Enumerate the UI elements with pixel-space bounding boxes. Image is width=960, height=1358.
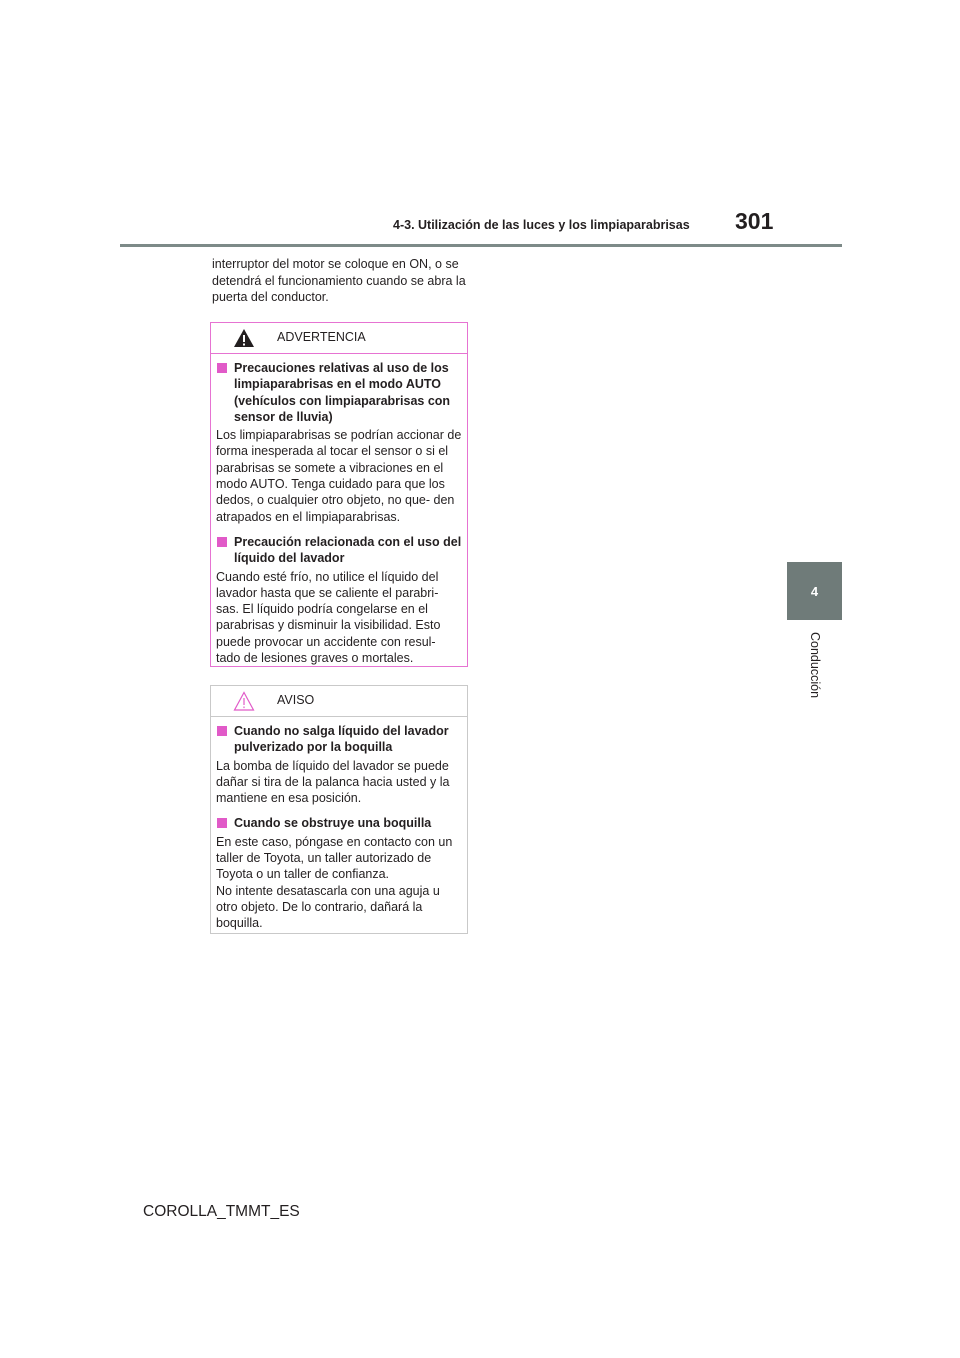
notice-box (210, 685, 468, 934)
notice-item-text: La bomba de líquido del lavador se puede dañar si tira de la palanca hacia usted y la mantiene en esa posición. (216, 758, 450, 806)
side-tab-label: Conducción (808, 632, 822, 699)
side-tab-number: 4 (810, 583, 819, 599)
warning-item-text: Cuando esté frío, no utilice el líquido del lavador hasta que se caliente el parabri- sas. El líquido podría congelarse en el parabrisas y disminuir la visibilidad. Esto puede provocar un accidente con resul- tado de lesiones graves o mortales. (216, 569, 441, 666)
notice-item-title (216, 723, 462, 756)
intro-paragraph: interruptor del motor se coloque en ON, o se detendrá el funcionamiento cuando se abra la puerta del conductor. (212, 257, 466, 304)
bullet-square-icon (217, 537, 227, 547)
warning-item-title-text: Precauciones relativas al uso de los limpiaparabrisas en el modo AUTO (vehículos con limpiaparabrisas con sensor de lluvia) (234, 361, 451, 424)
warning-box (210, 322, 468, 667)
side-tab (787, 562, 842, 620)
warning-item-text: Los limpiaparabrisas se podrían accionar de forma inesperada al tocar el sensor o si el parabrisas se somete a vibraciones en el modo AUTO. Tenga cuidado para que los dedos, o cualquier otro objeto, no que- den atrapados en el limpiaparabrisas. (216, 428, 462, 524)
warning-box-body (211, 354, 467, 666)
notice-item-text: En este caso, póngase en contacto con un taller de Toyota, un taller autorizado de Toyota o un taller de confianza. No intente desatascarla con una aguja u otro objeto. De lo contrario, dañará la boquilla. (216, 834, 453, 931)
caution-triangle-icon (233, 691, 255, 716)
warning-item-title (216, 360, 462, 425)
notice-item-title-text: Cuando se obstruye una boquilla (234, 816, 432, 831)
warning-item-title (216, 534, 462, 567)
warning-box-header (211, 323, 467, 354)
bullet-square-icon (217, 818, 227, 828)
footer-code: COROLLA_TMMT_ES (143, 1203, 300, 1220)
bullet-square-icon (217, 363, 227, 373)
warning-triangle-icon (233, 328, 255, 353)
notice-item-title (216, 815, 462, 831)
header-title: 4-3. Utilización de las luces y los limpiaparabrisas (393, 218, 690, 232)
bullet-square-icon (217, 726, 227, 736)
warning-box-label: ADVERTENCIA (277, 330, 366, 344)
header-rule (120, 244, 842, 247)
warning-item-title-text: Precaución relacionada con el uso del líquido del lavador (234, 534, 462, 566)
notice-box-label: AVISO (277, 693, 315, 707)
notice-box-header (211, 686, 467, 717)
page-number: 301 (735, 208, 774, 234)
notice-item-title-text: Cuando no salga líquido del lavador pulverizado por la boquilla (234, 724, 449, 755)
notice-box-body (211, 717, 467, 932)
